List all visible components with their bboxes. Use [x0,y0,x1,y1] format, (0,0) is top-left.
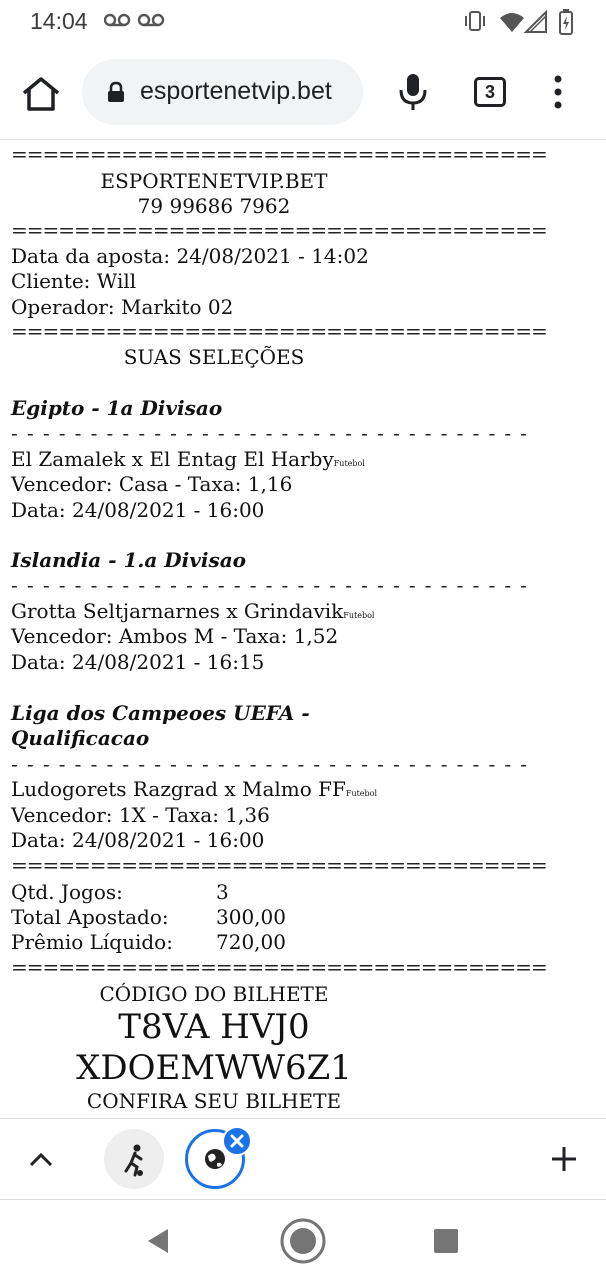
chevron-up-icon[interactable] [28,1149,54,1169]
summary-games: Qtd. Jogos: 3 [11,880,229,904]
signal-icon [526,12,546,32]
separator-dashes: - - - - - - - - - - - - - - - - - - - - - - - - - - - - - - - - - [11,573,529,597]
selection-winner: Vencedor: Casa - Taxa: 1,16 [11,472,293,496]
sport-label: Futebol [333,459,365,468]
selection-date: Data: 24/08/2021 - 16:00 [11,828,265,852]
summary-prize: Prêmio Líquido: 720,00 [11,930,286,954]
separator-dashes: - - - - - - - - - - - - - - - - - - - - - - - - - - - - - - - - - [11,752,529,776]
bet-date: Data da aposta: 24/08/2021 - 14:02 [11,244,369,268]
wifi-icon [500,13,524,32]
battery-icon [560,9,572,34]
status-bar [0,0,606,44]
selection-date: Data: 24/08/2021 - 16:15 [11,650,265,674]
header-phone: 79 99686 7962 [137,194,291,218]
vibrate-icon [466,12,484,30]
selection-winner: Vencedor: 1X - Taxa: 1,36 [11,803,270,827]
operator-name: Operador: Markito 02 [11,295,234,319]
bottom-tab-bar [0,1118,606,1200]
selection-date: Data: 24/08/2021 - 16:00 [11,498,265,522]
tab-switcher-button[interactable]: 3 [474,77,506,107]
back-triangle-icon[interactable] [144,1227,172,1255]
selection-match: Grotta Seltjarnarnes x GrindavikFutebol [11,599,375,623]
selection-league-cont: Qualificacao [11,726,150,750]
soccer-player-icon [104,1129,164,1189]
lock-icon [106,81,126,103]
client-name: Cliente: Will [11,269,137,293]
selection-league: Egipto - 1a Divisao [11,396,223,420]
home-circle-icon[interactable] [278,1216,328,1266]
home-icon[interactable] [18,71,64,117]
status-time: 14:04 [30,8,88,34]
selection-match: El Zamalek x El Entag El HarbyFutebol [11,447,365,471]
separator-equals: ================================== [11,853,547,877]
address-bar[interactable] [82,59,363,125]
plus-icon[interactable] [550,1145,578,1173]
selection-winner: Vencedor: Ambos M - Taxa: 1,52 [11,624,339,648]
selection-league: Liga dos Campeoes UEFA - [11,701,310,725]
browser-toolbar [0,44,606,140]
tab-soccer[interactable] [104,1129,164,1189]
selections-title: SUAS SELEÇÕES [123,345,305,369]
recents-square-icon[interactable] [432,1227,460,1255]
selection-match: Ludogorets Razgrad x Malmo FFFutebol [11,777,378,801]
page-content [0,140,606,1118]
separator-equals: ================================== [11,142,547,166]
separator-dashes: - - - - - - - - - - - - - - - - - - - - - - - - - - - - - - - - - [11,421,529,445]
url-text[interactable]: esportenetvip.bet [140,77,332,105]
selection-league: Islandia - 1.a Divisao [11,548,246,572]
check-ticket-text: CONFIRA SEU BILHETE [86,1089,342,1113]
close-icon [224,1128,250,1154]
more-vert-icon[interactable] [548,74,568,110]
sport-label: Futebol [343,611,375,620]
status-system-icons [464,8,576,38]
close-tab-badge[interactable] [222,1126,252,1156]
ticket-code-line2: XDOEMWW6Z1 [76,1048,352,1088]
system-nav-bar [0,1200,606,1280]
separator-equals: ================================== [11,218,547,242]
ticket-code-label: CÓDIGO DO BILHETE [99,982,329,1006]
sport-label: Futebol [345,789,378,798]
summary-total: Total Apostado: 300,00 [11,905,286,929]
separator-equals: ================================== [11,955,547,979]
voicemail-icon [104,12,170,30]
separator-equals: ================================== [11,319,547,343]
ticket-code-line1: T8VA HVJ0 [118,1007,310,1047]
header-name: ESPORTENETVIP.BET [100,169,328,193]
microphone-icon[interactable] [396,72,430,112]
